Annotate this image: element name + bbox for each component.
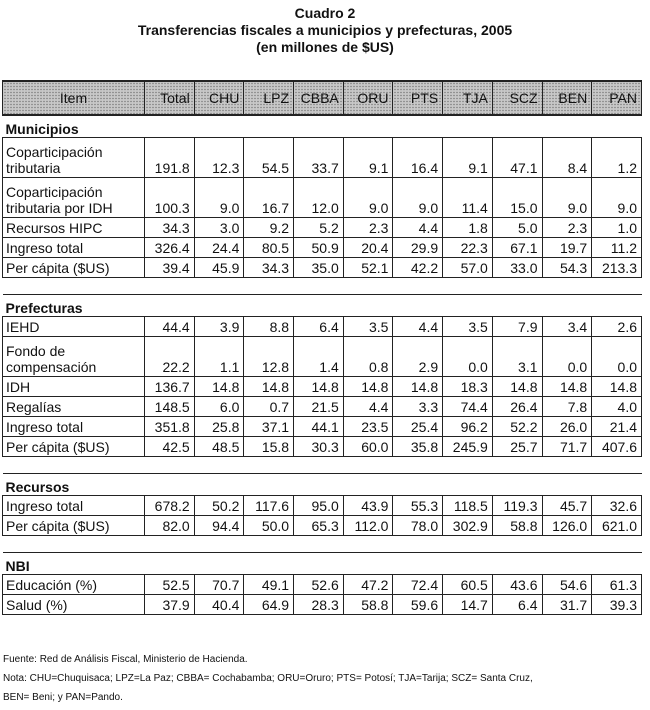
value-cell: 52.2 — [492, 417, 542, 437]
value-cell: 118.5 — [443, 496, 493, 516]
value-cell: 43.9 — [343, 496, 393, 516]
row-label: Per cápita ($US) — [3, 437, 145, 457]
value-cell: 14.8 — [194, 377, 244, 397]
row-label: Salud (%) — [3, 595, 145, 615]
table-row — [3, 138, 642, 178]
value-cell: 50.0 — [244, 516, 294, 536]
row-label: Ingreso total — [3, 496, 145, 516]
value-cell: 21.5 — [294, 397, 344, 417]
spacer-cell — [3, 536, 642, 553]
value-cell: 96.2 — [443, 417, 493, 437]
value-cell: 12.8 — [244, 337, 294, 377]
table-row — [3, 516, 642, 536]
value-cell: 21.4 — [592, 417, 642, 437]
table-row — [3, 218, 642, 238]
value-cell: 148.5 — [145, 397, 195, 417]
column-header: BEN — [542, 81, 592, 115]
section-header-row — [3, 115, 642, 138]
value-cell: 44.4 — [145, 317, 195, 337]
value-cell: 14.7 — [443, 595, 493, 615]
value-cell: 34.3 — [244, 258, 294, 278]
table-row — [3, 437, 642, 457]
value-cell: 23.5 — [343, 417, 393, 437]
value-cell: 1.4 — [294, 337, 344, 377]
value-cell: 39.3 — [592, 595, 642, 615]
value-cell: 31.7 — [542, 595, 592, 615]
value-cell: 14.8 — [244, 377, 294, 397]
section-spacer — [3, 536, 642, 553]
table-row — [3, 317, 642, 337]
value-cell: 45.7 — [542, 496, 592, 516]
value-cell: 7.8 — [542, 397, 592, 417]
value-cell: 5.2 — [294, 218, 344, 238]
section-title: NBI — [3, 553, 642, 575]
value-cell: 25.4 — [393, 417, 443, 437]
column-header: CHU — [194, 81, 244, 115]
value-cell: 2.3 — [343, 218, 393, 238]
value-cell: 3.9 — [194, 317, 244, 337]
value-cell: 65.3 — [294, 516, 344, 536]
section-header-row — [3, 474, 642, 496]
value-cell: 6.0 — [194, 397, 244, 417]
row-label: Recursos HIPC — [3, 218, 145, 238]
column-header: TJA — [443, 81, 493, 115]
value-cell: 50.9 — [294, 238, 344, 258]
value-cell: 0.8 — [343, 337, 393, 377]
value-cell: 42.2 — [393, 258, 443, 278]
value-cell: 71.7 — [542, 437, 592, 457]
section-spacer — [3, 278, 642, 295]
value-cell: 19.7 — [542, 238, 592, 258]
value-cell: 42.5 — [145, 437, 195, 457]
value-cell: 351.8 — [145, 417, 195, 437]
value-cell: 3.4 — [542, 317, 592, 337]
value-cell: 1.2 — [592, 138, 642, 178]
value-cell: 52.5 — [145, 575, 195, 595]
value-cell: 49.1 — [244, 575, 294, 595]
table-row — [3, 397, 642, 417]
value-cell: 16.4 — [393, 138, 443, 178]
value-cell: 34.3 — [145, 218, 195, 238]
section-title: Municipios — [3, 115, 642, 138]
value-cell: 20.4 — [343, 238, 393, 258]
value-cell: 43.6 — [492, 575, 542, 595]
transfers-table — [2, 80, 642, 615]
table-row — [3, 496, 642, 516]
section-header-row — [3, 553, 642, 575]
table-footer — [3, 650, 533, 707]
value-cell: 58.8 — [492, 516, 542, 536]
table-row — [3, 595, 642, 615]
header-row — [3, 81, 642, 115]
value-cell: 48.5 — [194, 437, 244, 457]
value-cell: 39.4 — [145, 258, 195, 278]
table-row — [3, 337, 642, 377]
row-label: Per cápita ($US) — [3, 258, 145, 278]
value-cell: 1.1 — [194, 337, 244, 377]
footer-note: Nota: CHU=Chuquisaca; LPZ=La Paz; CBBA= Cochabamba; ORU=Oruro; PTS= Potosí; TJA=Tarija; SCZ= Santa Cruz, — [3, 673, 533, 684]
value-cell: 3.1 — [492, 337, 542, 377]
value-cell: 3.5 — [443, 317, 493, 337]
value-cell: 9.0 — [542, 178, 592, 218]
value-cell: 60.0 — [343, 437, 393, 457]
row-label: Regalías — [3, 397, 145, 417]
value-cell: 117.6 — [244, 496, 294, 516]
value-cell: 213.3 — [592, 258, 642, 278]
value-cell: 15.8 — [244, 437, 294, 457]
value-cell: 59.6 — [393, 595, 443, 615]
row-label: Ingreso total — [3, 417, 145, 437]
value-cell: 11.4 — [443, 178, 493, 218]
table-title — [0, 0, 650, 56]
row-label: IDH — [3, 377, 145, 397]
row-label: Educación (%) — [3, 575, 145, 595]
title-line-2: Transferencias fiscales a municipios y prefecturas, 2005 — [137, 22, 513, 38]
value-cell: 14.8 — [294, 377, 344, 397]
row-label: Fondo de compensación — [3, 337, 145, 377]
value-cell: 40.4 — [194, 595, 244, 615]
value-cell: 52.6 — [294, 575, 344, 595]
value-cell: 29.9 — [393, 238, 443, 258]
value-cell: 3.0 — [194, 218, 244, 238]
value-cell: 245.9 — [443, 437, 493, 457]
value-cell: 100.3 — [145, 178, 195, 218]
value-cell: 0.0 — [542, 337, 592, 377]
table-row — [3, 258, 642, 278]
value-cell: 191.8 — [145, 138, 195, 178]
table-row — [3, 238, 642, 258]
value-cell: 126.0 — [542, 516, 592, 536]
section-spacer — [3, 457, 642, 474]
value-cell: 28.3 — [294, 595, 344, 615]
section-header-row — [3, 295, 642, 317]
value-cell: 6.4 — [294, 317, 344, 337]
row-label: IEHD — [3, 317, 145, 337]
value-cell: 55.3 — [393, 496, 443, 516]
section-title: Prefecturas — [3, 295, 642, 317]
value-cell: 9.0 — [194, 178, 244, 218]
value-cell: 9.0 — [393, 178, 443, 218]
value-cell: 15.0 — [492, 178, 542, 218]
value-cell: 6.4 — [492, 595, 542, 615]
table-row — [3, 417, 642, 437]
value-cell: 2.6 — [592, 317, 642, 337]
value-cell: 14.8 — [393, 377, 443, 397]
value-cell: 0.7 — [244, 397, 294, 417]
value-cell: 52.1 — [343, 258, 393, 278]
value-cell: 14.8 — [343, 377, 393, 397]
value-cell: 35.8 — [393, 437, 443, 457]
value-cell: 14.8 — [542, 377, 592, 397]
value-cell: 35.0 — [294, 258, 344, 278]
value-cell: 9.2 — [244, 218, 294, 238]
value-cell: 95.0 — [294, 496, 344, 516]
value-cell: 326.4 — [145, 238, 195, 258]
value-cell: 621.0 — [592, 516, 642, 536]
column-header: SCZ — [492, 81, 542, 115]
value-cell: 58.8 — [343, 595, 393, 615]
value-cell: 50.2 — [194, 496, 244, 516]
value-cell: 30.3 — [294, 437, 344, 457]
value-cell: 24.4 — [194, 238, 244, 258]
table-row — [3, 377, 642, 397]
value-cell: 61.3 — [592, 575, 642, 595]
value-cell: 26.4 — [492, 397, 542, 417]
row-label: Coparticipación tributaria — [3, 138, 145, 178]
title-line-1: Cuadro 2 — [294, 5, 356, 21]
column-header: PAN — [592, 81, 642, 115]
value-cell: 0.0 — [592, 337, 642, 377]
value-cell: 2.3 — [542, 218, 592, 238]
value-cell: 64.9 — [244, 595, 294, 615]
value-cell: 14.8 — [592, 377, 642, 397]
value-cell: 9.0 — [343, 178, 393, 218]
table-row — [3, 575, 642, 595]
value-cell: 16.7 — [244, 178, 294, 218]
value-cell: 25.8 — [194, 417, 244, 437]
value-cell: 44.1 — [294, 417, 344, 437]
value-cell: 45.9 — [194, 258, 244, 278]
value-cell: 9.0 — [592, 178, 642, 218]
value-cell: 9.1 — [343, 138, 393, 178]
section-title: Recursos — [3, 474, 642, 496]
value-cell: 4.4 — [393, 317, 443, 337]
value-cell: 54.3 — [542, 258, 592, 278]
value-cell: 82.0 — [145, 516, 195, 536]
column-header: Total — [145, 81, 195, 115]
value-cell: 33.7 — [294, 138, 344, 178]
row-label: Coparticipación tributaria por IDH — [3, 178, 145, 218]
value-cell: 112.0 — [343, 516, 393, 536]
value-cell: 1.0 — [592, 218, 642, 238]
value-cell: 70.7 — [194, 575, 244, 595]
value-cell: 54.6 — [542, 575, 592, 595]
value-cell: 119.3 — [492, 496, 542, 516]
row-label: Per cápita ($US) — [3, 516, 145, 536]
value-cell: 9.1 — [443, 138, 493, 178]
value-cell: 8.8 — [244, 317, 294, 337]
value-cell: 67.1 — [492, 238, 542, 258]
value-cell: 8.4 — [542, 138, 592, 178]
value-cell: 3.3 — [393, 397, 443, 417]
value-cell: 22.2 — [145, 337, 195, 377]
value-cell: 136.7 — [145, 377, 195, 397]
value-cell: 11.2 — [592, 238, 642, 258]
row-label: Ingreso total — [3, 238, 145, 258]
value-cell: 78.0 — [393, 516, 443, 536]
value-cell: 2.9 — [393, 337, 443, 377]
value-cell: 4.0 — [592, 397, 642, 417]
value-cell: 54.5 — [244, 138, 294, 178]
footer-note-continued: BEN= Beni; y PAN=Pando. — [3, 692, 123, 703]
column-header: PTS — [393, 81, 443, 115]
value-cell: 80.5 — [244, 238, 294, 258]
value-cell: 60.5 — [443, 575, 493, 595]
value-cell: 37.1 — [244, 417, 294, 437]
value-cell: 47.2 — [343, 575, 393, 595]
value-cell: 94.4 — [194, 516, 244, 536]
value-cell: 12.3 — [194, 138, 244, 178]
value-cell: 26.0 — [542, 417, 592, 437]
value-cell: 57.0 — [443, 258, 493, 278]
footer-source: Fuente: Red de Análisis Fiscal, Ministerio de Hacienda. — [3, 654, 248, 665]
value-cell: 7.9 — [492, 317, 542, 337]
spacer-cell — [3, 278, 642, 295]
value-cell: 72.4 — [393, 575, 443, 595]
value-cell: 678.2 — [145, 496, 195, 516]
value-cell: 14.8 — [492, 377, 542, 397]
value-cell: 32.6 — [592, 496, 642, 516]
value-cell: 47.1 — [492, 138, 542, 178]
value-cell: 33.0 — [492, 258, 542, 278]
value-cell: 3.5 — [343, 317, 393, 337]
value-cell: 4.4 — [343, 397, 393, 417]
column-header: ORU — [343, 81, 393, 115]
value-cell: 74.4 — [443, 397, 493, 417]
value-cell: 25.7 — [492, 437, 542, 457]
value-cell: 0.0 — [443, 337, 493, 377]
value-cell: 302.9 — [443, 516, 493, 536]
value-cell: 407.6 — [592, 437, 642, 457]
value-cell: 4.4 — [393, 218, 443, 238]
title-line-3: (en millones de $US) — [256, 39, 394, 55]
table-row — [3, 178, 642, 218]
spacer-cell — [3, 457, 642, 474]
value-cell: 22.3 — [443, 238, 493, 258]
value-cell: 18.3 — [443, 377, 493, 397]
column-header: CBBA — [294, 81, 344, 115]
value-cell: 5.0 — [492, 218, 542, 238]
value-cell: 37.9 — [145, 595, 195, 615]
value-cell: 1.8 — [443, 218, 493, 238]
column-header: Item — [3, 81, 145, 115]
value-cell: 12.0 — [294, 178, 344, 218]
column-header: LPZ — [244, 81, 294, 115]
